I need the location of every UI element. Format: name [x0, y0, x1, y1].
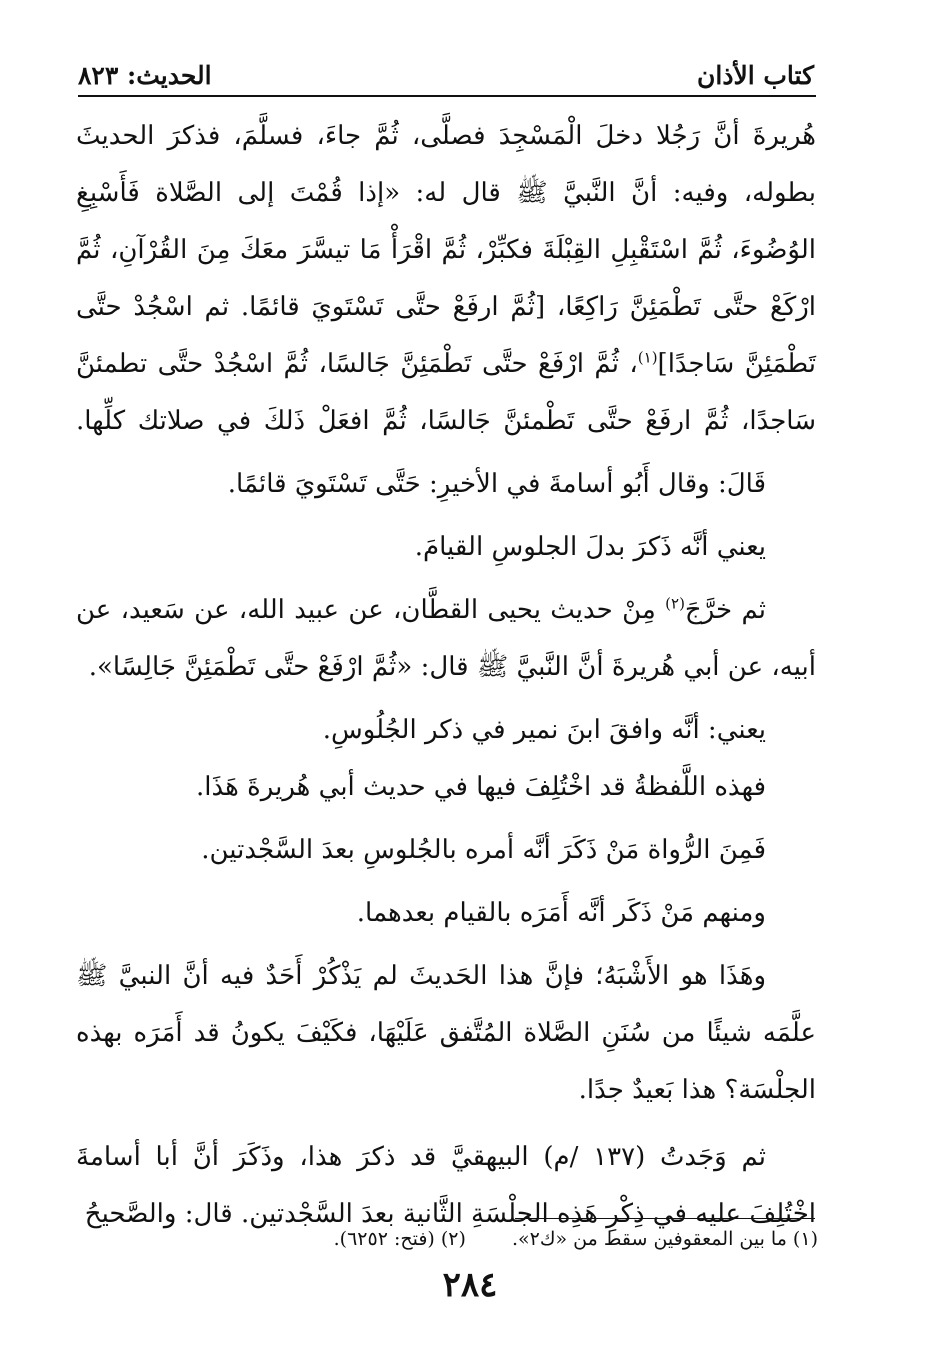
footnote-divider	[515, 1218, 815, 1219]
paragraph-4	[76, 582, 816, 696]
paragraph-7: فَمِنَ الرُّواة مَنْ ذَكَرَ أنَّه أمره بالجُلوسِ بعدَ السَّجْدتين.	[201, 835, 766, 865]
footnotes	[230, 1224, 818, 1254]
footnote-mark-2: (٢)	[665, 594, 685, 613]
paragraph-6: فهذه اللَّفظةُ قد اخْتُلِفَ فيها في حديث أبي هُريرةَ هَذَا.	[196, 772, 766, 802]
paragraph-1-text: هُريرةَ أنَّ رَجُلا دخلَ الْمَسْجِدَ فصلَّى، ثُمَّ جاءَ، فسلَّمَ، فذكرَ الحديثَ بطوله، وفيه: أنَّ النَّبيَّ ﷺ قال له: «إذا قُمْتَ إلى الصَّلاة فَأَسْبِغِ الوُضُوءَ، ثُمَّ اسْتَقْبِلِ القِبْلَةَ فكبِّرْ، ثُمَّ اقْرَأْ مَا تيسَّرَ معَكَ مِنَ القُرْآنِ، ثُمَّ ارْكَعْ حتَّى تَطْمَئِنَّ رَاكِعًا، [ثُمَّ ارفَعْ حتَّى تَسْتَويَ قائمًا. ثم اسْجُدْ حتَّى تَطْمَئِنَّ سَاجدًا]	[76, 121, 817, 379]
paragraph-2: قَالَ: وقال أَبُو أسامةَ في الأخيرِ: حَتَّى تَسْتَويَ قائمًا.	[227, 469, 766, 499]
page-number: ٢٨٤	[442, 1265, 498, 1305]
book-title: كتاب الأذان	[697, 61, 814, 90]
paragraph-9: وهَذَا هو الأَشْبَهُ؛ فإنَّ هذا الحَديثَ لم يَذْكُرْ أَحَدٌ فيه أنَّ النبيَّ ﷺ علَّمَه شيئًا من سُنَنِ الصَّلاة المُتَّفق عَلَيْهَا، فكَيْفَ يكونُ قد أَمَرَه بهذه الجلْسَة؟ هذا بَعيدٌ جدًا.	[76, 961, 816, 1105]
paragraph-8: ومنهم مَنْ ذَكَر أنَّه أَمَرَه بالقيام بعدهما.	[356, 898, 766, 928]
paragraph-10: ثم وَجَدتُ (١٣٧ /م) البيهقيَّ قد ذكرَ هذا، وذَكَرَ أنَّ أبا أسامةَ اخْتُلِفَ عليه في ذِكْرِ هَذِه الجلْسَةِ الثَّانية بعدَ السَّجْدتين. قال: والصَّحيحُ	[76, 1142, 816, 1229]
footnote-mark-1: (١)	[637, 348, 658, 367]
hadith-number-label: الحديث: ٨٢٣	[78, 61, 212, 90]
running-header	[78, 50, 814, 94]
paragraph-4-continuation: مِنْ حديث يحيى القطَّان، عن عبيد الله، عن سَعيد، عن أبيه، عن أبي هُريرةَ أنَّ النَّبيَّ ﷺ قال: «ثُمَّ ارْفَعْ حتَّى تَطْمَئِنَّ جَالِسًا».	[76, 595, 816, 682]
footnote-1: (١) ما بين المعقوفين سقط من «ك٢».	[511, 1228, 818, 1250]
main-text	[76, 108, 816, 1243]
paragraph-1-continuation: ، ثُمَّ ارْفَعْ حتَّى تَطْمَئِنَّ جَالسًا، ثُمَّ اسْجُدْ حتَّى تطمئنَّ سَاجدًا، ثُمَّ ارفَعْ حتَّى تَطْمئنَّ جَالسًا، ثُمَّ افعَلْ ذَلكَ في صلاتك كلِّها.	[76, 349, 816, 436]
paragraph-4-text: ثم خرَّجَ	[684, 595, 766, 625]
header-divider	[78, 95, 816, 97]
paragraph-1	[76, 108, 816, 450]
paragraph-5: يعني: أنَّه وافقَ ابنَ نمير في ذكر الجُلُوسِ.	[322, 715, 766, 745]
footnote-2: (٢) (فتح: ٦٢٥٢).	[333, 1228, 466, 1250]
paragraph-3: يعني أنَّه ذَكرَ بدلَ الجلوسِ القيامَ.	[414, 532, 766, 562]
